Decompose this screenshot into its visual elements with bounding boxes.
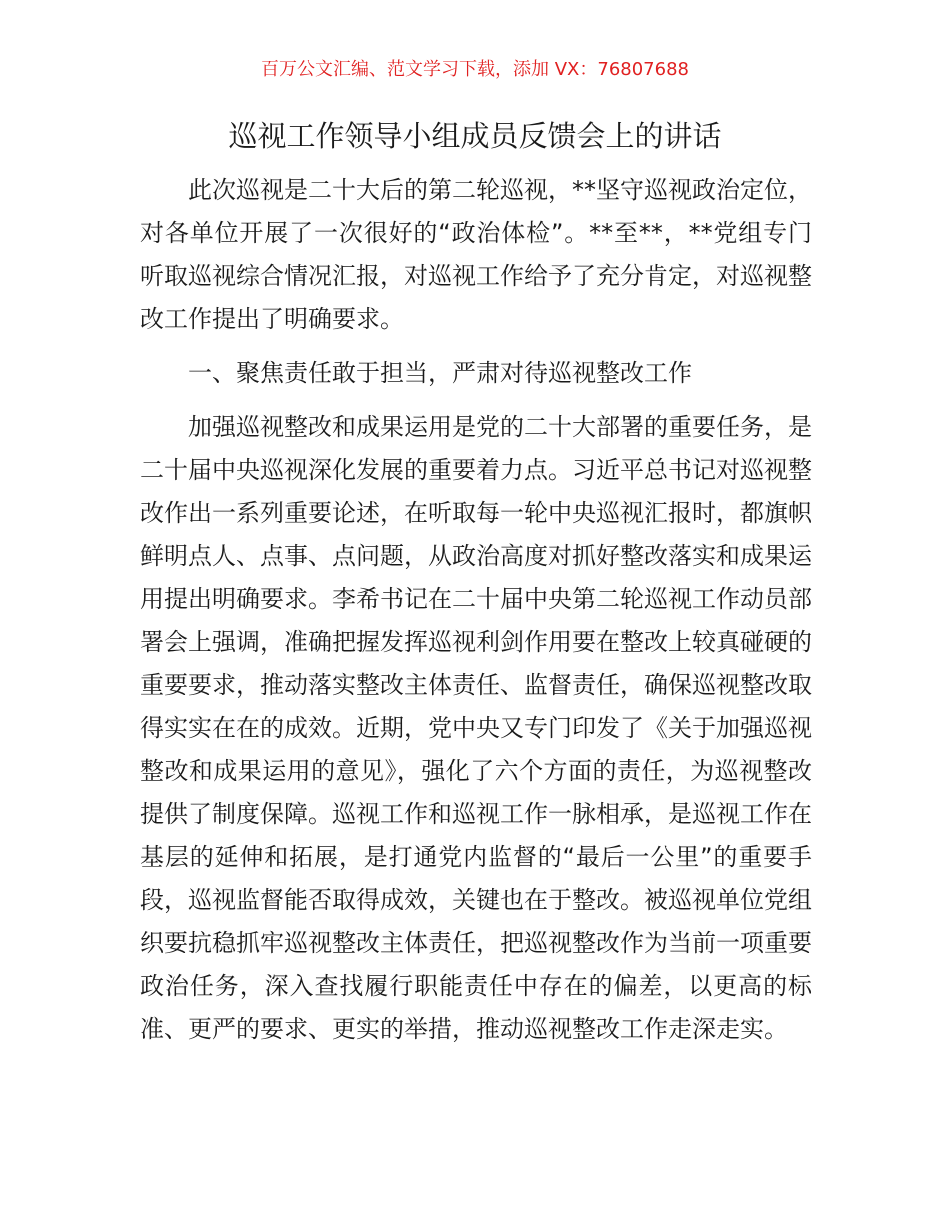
document-body [140,169,812,1051]
paragraph-intro: 此次巡视是二十大后的第二轮巡视，**坚守巡视政治定位，对各单位开展了一次很好的“政治体检”。**至**，**党组专门听取巡视综合情况汇报，对巡视工作给予了充分肯定，对巡视整改工作提出了明确要求。 [140,176,812,333]
paragraph-main: 加强巡视整改和成果运用是党的二十大部署的重要任务，是二十届中央巡视深化发展的重要着力点。习近平总书记对巡视整改作出一系列重要论述，在听取每一轮中央巡视汇报时，都旗帜鲜明点人、点事、点问题，从政治高度对抓好整改落实和成果运用提出明确要求。李希书记在二十届中央第二轮巡视工作动员部署会上强调，准确把握发挥巡视利剑作用要在整改上较真碰硬的重要要求，推动落实整改主体责任、监督责任，确保巡视整改取得实实在在的成效。近期，党中央又专门印发了《关于加强巡视整改和成果运用的意见》，强化了六个方面的责任，为巡视整改提供了制度保障。巡视工作和巡视工作一脉相承，是巡视工作在基层的延伸和拓展，是打通党内监督的“最后一公里”的重要手段，巡视监督能否取得成效，关键也在于整改。被巡视单位党组织要抗稳抓牢巡视整改主体责任，把巡视整改作为当前一项重要政治任务，深入查找履行职能责任中存在的偏差，以更高的标准、更严的要求、更实的举措，推动巡视整改工作走深走实。 [140,413,812,1043]
section-heading: 一、聚焦责任敢于担当，严肃对待巡视整改工作 [188,359,692,387]
promo-banner: 百万公文汇编、范文学习下载，添加 VX：76807688 [261,59,689,80]
document-title: 巡视工作领导小组成员反馈会上的讲话 [228,119,722,153]
